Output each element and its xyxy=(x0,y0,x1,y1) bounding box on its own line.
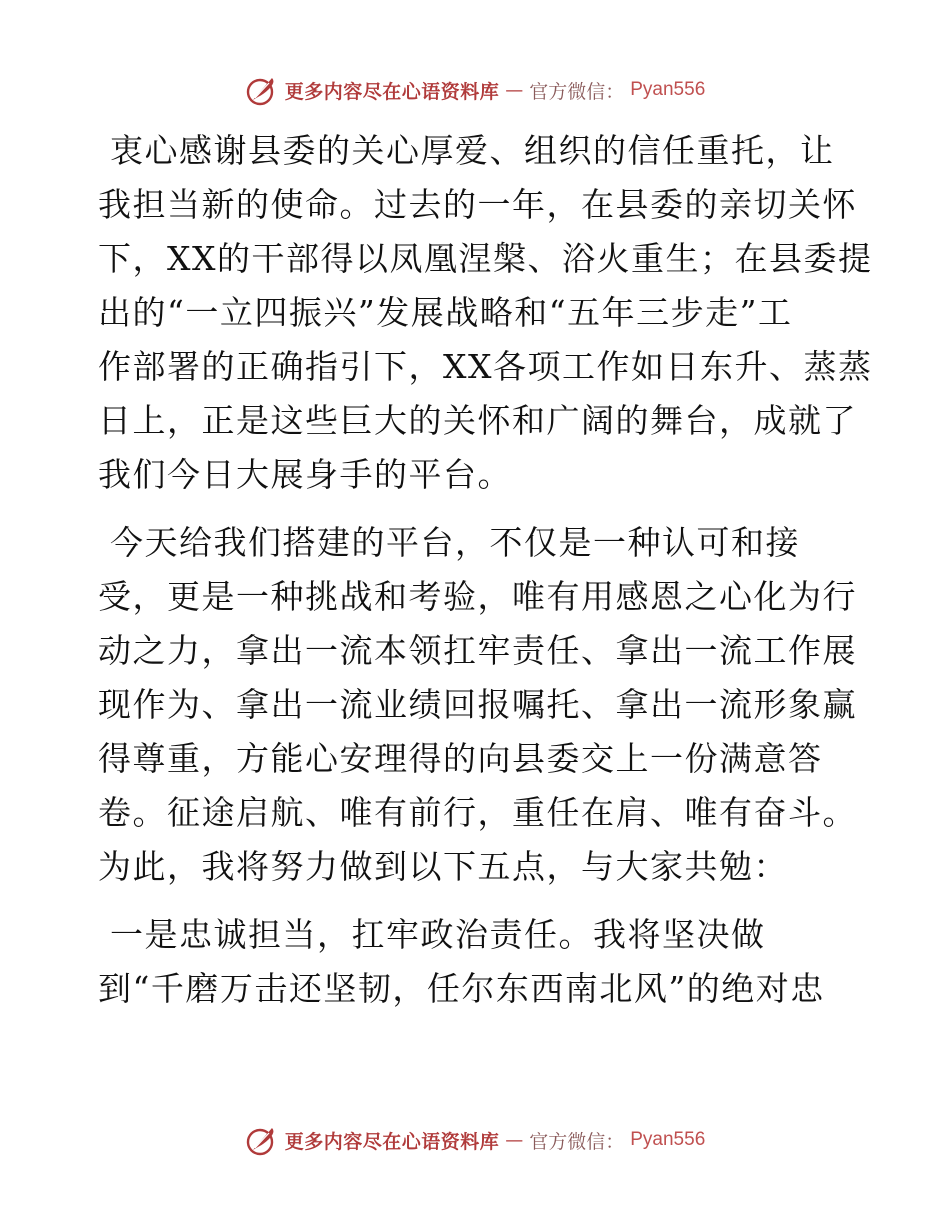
watermark-handle: Pyan556 xyxy=(630,1129,706,1150)
watermark-dash: — xyxy=(505,1129,524,1151)
text-line: 下，XX的干部得以凤凰涅槃、浴火重生；在县委提 xyxy=(98,239,873,278)
text-line: 受，更是一种挑战和考验，唯有用感恩之心化为行 xyxy=(98,577,857,616)
text-line: 为此，我将努力做到以下五点，与大家共勉： xyxy=(98,847,788,886)
feather-logo-icon xyxy=(245,1123,279,1157)
text-line: 出的“一立四振兴”发展战略和“五年三步走”工 xyxy=(98,293,793,332)
text-line: 一是忠诚担当，扛牢政治责任。我将坚决做 xyxy=(110,915,766,954)
text-line: 我们今日大展身手的平台。 xyxy=(98,455,512,494)
text-line: 日上，正是这些巨大的关怀和广阔的舞台，成就了 xyxy=(98,401,857,440)
watermark-main-text: 更多内容尽在心语资料库 xyxy=(284,1130,500,1153)
watermark-suffix: 官方微信： xyxy=(529,80,625,103)
text-line: 卷。征途启航、唯有前行，重任在肩、唯有奋斗。 xyxy=(98,793,857,832)
header-watermark xyxy=(0,70,950,110)
text-line: 作部署的正确指引下，XX各项工作如日东升、蒸蒸 xyxy=(98,347,873,386)
text-line: 今天给我们搭建的平台，不仅是一种认可和接 xyxy=(110,523,800,562)
watermark-dash: — xyxy=(505,79,524,101)
text-line: 现作为、拿出一流业绩回报嘱托、拿出一流形象赢 xyxy=(98,685,857,724)
paragraph xyxy=(98,908,858,1016)
watermark-main-text: 更多内容尽在心语资料库 xyxy=(284,80,500,103)
document-body xyxy=(98,124,873,1030)
watermark-handle: Pyan556 xyxy=(630,79,706,100)
text-line: 我担当新的使命。过去的一年，在县委的亲切关怀 xyxy=(98,185,857,224)
text-line: 到“千磨万击还坚韧，任尔东西南北风”的绝对忠 xyxy=(98,969,825,1008)
watermark-suffix: 官方微信： xyxy=(529,1130,625,1153)
text-line: 动之力，拿出一流本领扛牢责任、拿出一流工作展 xyxy=(98,631,857,670)
feather-logo-icon xyxy=(245,73,279,107)
footer-watermark xyxy=(0,1120,950,1160)
text-line: 得尊重，方能心安理得的向县委交上一份满意答 xyxy=(98,739,823,778)
text-line: 衷心感谢县委的关心厚爱、组织的信任重托，让 xyxy=(110,131,835,170)
paragraph xyxy=(98,124,873,502)
paragraph xyxy=(98,516,858,894)
